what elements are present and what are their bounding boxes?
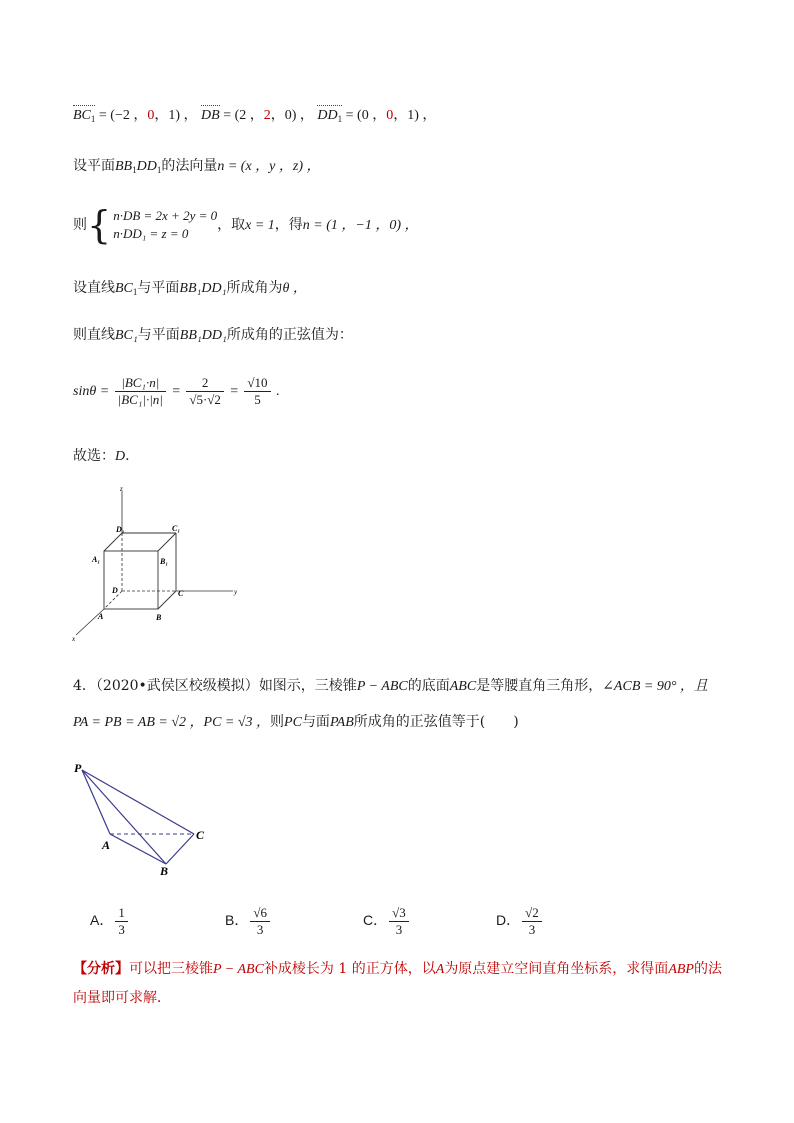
system-line: 则{ n·DB = 2x + 2y = 0 n·DD₁ = z = 0 ，取x = 1，得n = (1 ，−1 ，0) ， <box>73 203 419 247</box>
cube-label-c: C <box>178 589 184 598</box>
fraction-2: $\frac{2}{√5\cdot√2}$ <box>186 375 224 408</box>
cube-label-a1: A₁ <box>92 555 101 564</box>
sine-formula: sinθ = $\frac{\text{|BC₁·n|}}{\text{|BC₁|·|n|}}$ = $\frac{2}{√5\cdot√2}$ = $\frac{√10}{5}$ . <box>73 375 280 408</box>
cube-label-c1: C₁ <box>172 524 181 533</box>
pyramid-label-c: C <box>196 828 205 842</box>
vector-dd1: $DD_1$ <box>317 106 342 129</box>
fraction-3: $\frac{√10}{5}$ <box>244 375 270 408</box>
angle-line: 设直线$BC_1$与平面BB₁DD₁所成角为θ ， <box>73 280 307 297</box>
option-d[interactable]: D． $\frac{√2}{3}$ <box>496 905 544 938</box>
pyramid-label-a: A <box>102 838 111 852</box>
edge-ab <box>110 834 166 864</box>
vectors-line: $BC_1 = (-2$ ，0，1) ， DB = (2 ，2，0) ， $DD_1 = (0$ ，0，1) ， <box>73 106 436 129</box>
analysis-paragraph: 【分析】可以把三棱锥P − ABC补成棱长为 1 的正方体，以A为原点建立空间直角坐标系，求得面ABP的法向量即可求解． <box>73 961 722 1006</box>
edge-bc <box>166 834 194 864</box>
option-c[interactable]: C． $\frac{√3}{3}$ <box>363 905 411 938</box>
cube-figure <box>70 483 250 643</box>
question-line-2: PA = PB = AB = √2 ，PC = √3 ，则PC与面PAB所成角的正弦值等于( ) <box>73 714 519 730</box>
cube-label-x: x <box>72 635 76 643</box>
cube-label-a: A <box>98 612 104 621</box>
cube-label-d: D <box>112 586 118 595</box>
cube-label-z: z <box>120 485 123 493</box>
sine-intro-line: 则直线BC₁与平面BB₁DD₁所成角的正弦值为： <box>73 327 353 343</box>
vector-bc1: $BC_1$ <box>73 106 95 129</box>
cube-label-y: y <box>234 588 238 596</box>
fraction-1: $\frac{\text{|BC₁·n|}}{\text{|BC₁|·|n|}}$ <box>115 375 166 408</box>
cube-front-face <box>104 551 158 609</box>
vector-db: DB <box>201 106 220 126</box>
option-b[interactable]: B． $\frac{√6}{3}$ <box>225 905 272 938</box>
option-a[interactable]: A． $\frac{1}{3}$ <box>90 905 130 938</box>
cube-label-b: B <box>156 613 162 622</box>
edge-pc <box>82 770 194 834</box>
edge-pa <box>82 770 110 834</box>
pyramid-label-p: P <box>74 761 82 775</box>
cube-label-b1: B₁ <box>160 557 169 566</box>
left-brace: { <box>87 203 112 247</box>
pyramid-label-b: B <box>160 864 169 878</box>
analysis-tag: 【分析】 <box>73 961 129 977</box>
cube-label-d1: D₁ <box>116 525 125 534</box>
question-line-1: 4．（2020•武侯区校级模拟）如图示，三棱锥P − ABC的底面ABC是等腰直角三角形，∠ACB = 90° ，且 <box>73 678 708 694</box>
edge-pb <box>82 770 166 864</box>
normal-vector-line: 设平面$BB_1DD_1$的法向量n = (x ，y ，z) ， <box>73 158 321 175</box>
equation-system: n·DB = 2x + 2y = 0 n·DD₁ = z = 0 <box>113 208 218 241</box>
answer-line: 故选：D. <box>73 448 130 464</box>
pyramid-figure <box>68 758 218 878</box>
